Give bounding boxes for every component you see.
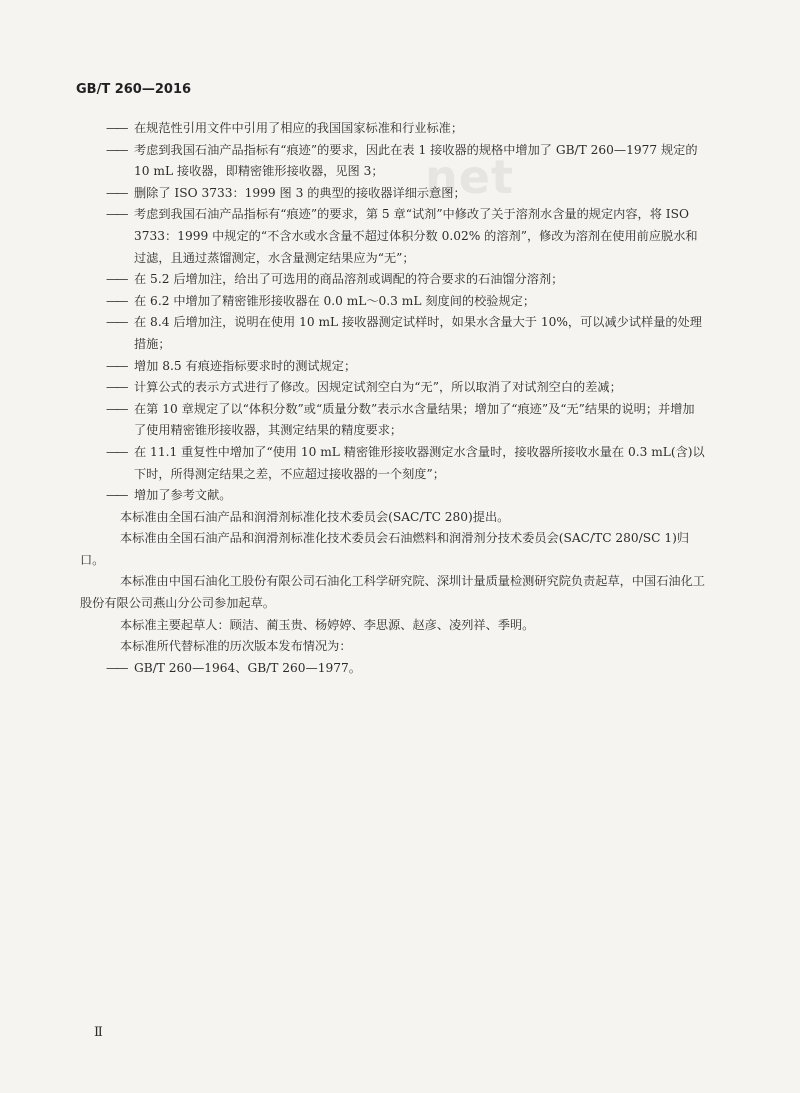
list-item-text: 增加 8.5 有痕迹指标要求时的测试规定； [134,358,357,373]
dash-marker: —— [106,358,127,373]
list-item-text: 考虑到我国石油产品指标有“痕迹”的要求，第 5 章“试剂”中修改了关于溶剂水含量的规定内容，将 ISO 3733：1999 中规定的“不含水或水含量不超过体积分数 0.02% 的溶剂”，修改为溶剂在使用前应脱水和过滤，且通过蒸馏测定，水含量测定结果应为“无”； [134,207,698,265]
list-item [96,356,706,378]
list-item-text: 计算公式的表示方式进行了修改。因规定试剂空白为“无”，所以取消了对试剂空白的差减； [134,380,622,395]
dash-marker: —— [106,315,127,330]
dash-marker: —— [106,207,127,222]
changes-list [96,118,706,507]
list-item [96,485,706,507]
paragraph-proposed-by: 本标准由全国石油产品和润滑剂标准化技术委员会(SAC/TC 280)提出。 [120,509,510,524]
foreword-content [80,118,706,679]
list-item [96,118,706,140]
standard-code-header: GB/T 260—2016 [76,82,192,97]
dash-marker: —— [106,185,127,200]
dash-marker: —— [106,142,127,157]
dash-marker: —— [106,272,127,287]
paragraph-centralized-by: 本标准由全国石油产品和润滑剂标准化技术委员会石油燃料和润滑剂分技术委员会(SAC/TC 280/SC 1)归口。 [80,531,690,567]
watermark: net [425,150,514,204]
list-item [96,377,706,399]
paragraph-history-intro: 本标准所代替标准的历次版本发布情况为： [120,639,352,654]
paragraph-drafters: 本标准主要起草人：顾洁、蔺玉贵、杨婷婷、李思源、赵彦、凌列祥、季明。 [120,617,535,632]
list-item [96,658,706,680]
list-item-text: 考虑到我国石油产品指标有“痕迹”的要求，因此在表 1 接收器的规格中增加了 GB/T 260—1977 规定的 10 mL 接收器，即精密锥形接收器，见图 3； [134,142,698,179]
list-item [96,442,706,485]
list-item-text: 在规范性引用文件中引用了相应的我国国家标准和行业标准； [134,121,464,135]
list-item [96,183,706,205]
list-item-text: 在 5.2 后增加注，给出了可选用的商品溶剂或调配的符合要求的石油馏分溶剂； [134,272,564,287]
page-number: Ⅱ [94,1025,103,1040]
list-item-text: 在第 10 章规定了以“体积分数”或“质量分数”表示水含量结果；增加了“痕迹”及“无”结果的说明；并增加了使用精密锥形接收器，其测定结果的精度要求； [134,401,695,438]
dash-marker: —— [106,660,127,675]
dash-marker: —— [106,444,127,459]
dash-marker: —— [106,380,127,395]
dash-marker: —— [106,121,127,135]
list-item [96,399,706,442]
list-item [96,140,706,183]
dash-marker: —— [106,401,127,416]
list-item-text: 删除了 ISO 3733：1999 图 3 的典型的接收器详细示意图； [134,185,466,200]
list-item [96,312,706,355]
list-item [96,291,706,313]
list-item-text: GB/T 260—1964、GB/T 260—1977。 [134,660,361,675]
list-item-text: 在 11.1 重复性中增加了“使用 10 mL 精密锥形接收器测定水含量时，接收器所接收水量在 0.3 mL(含)以下时，所得测定结果之差，不应超过接收器的一个刻度”； [134,444,705,481]
list-item-text: 在 6.2 中增加了精密锥形接收器在 0.0 mL～0.3 mL 刻度间的校验规定； [134,293,536,308]
dash-marker: —— [106,488,127,503]
list-item [96,269,706,291]
list-item-text: 增加了参考文献。 [134,488,232,503]
history-list [96,658,706,680]
dash-marker: —— [106,293,127,308]
list-item-text: 在 8.4 后增加注，说明在使用 10 mL 接收器测定试样时，如果水含量大于 10%，可以减少试样量的处理措施； [134,315,702,351]
paragraph-drafted-by: 本标准由中国石油化工股份有限公司石油化工科学研究院、深圳计量质量检测研究院负责起草，中国石油化工股份有限公司燕山分公司参加起草。 [80,574,705,611]
list-item [96,204,706,269]
